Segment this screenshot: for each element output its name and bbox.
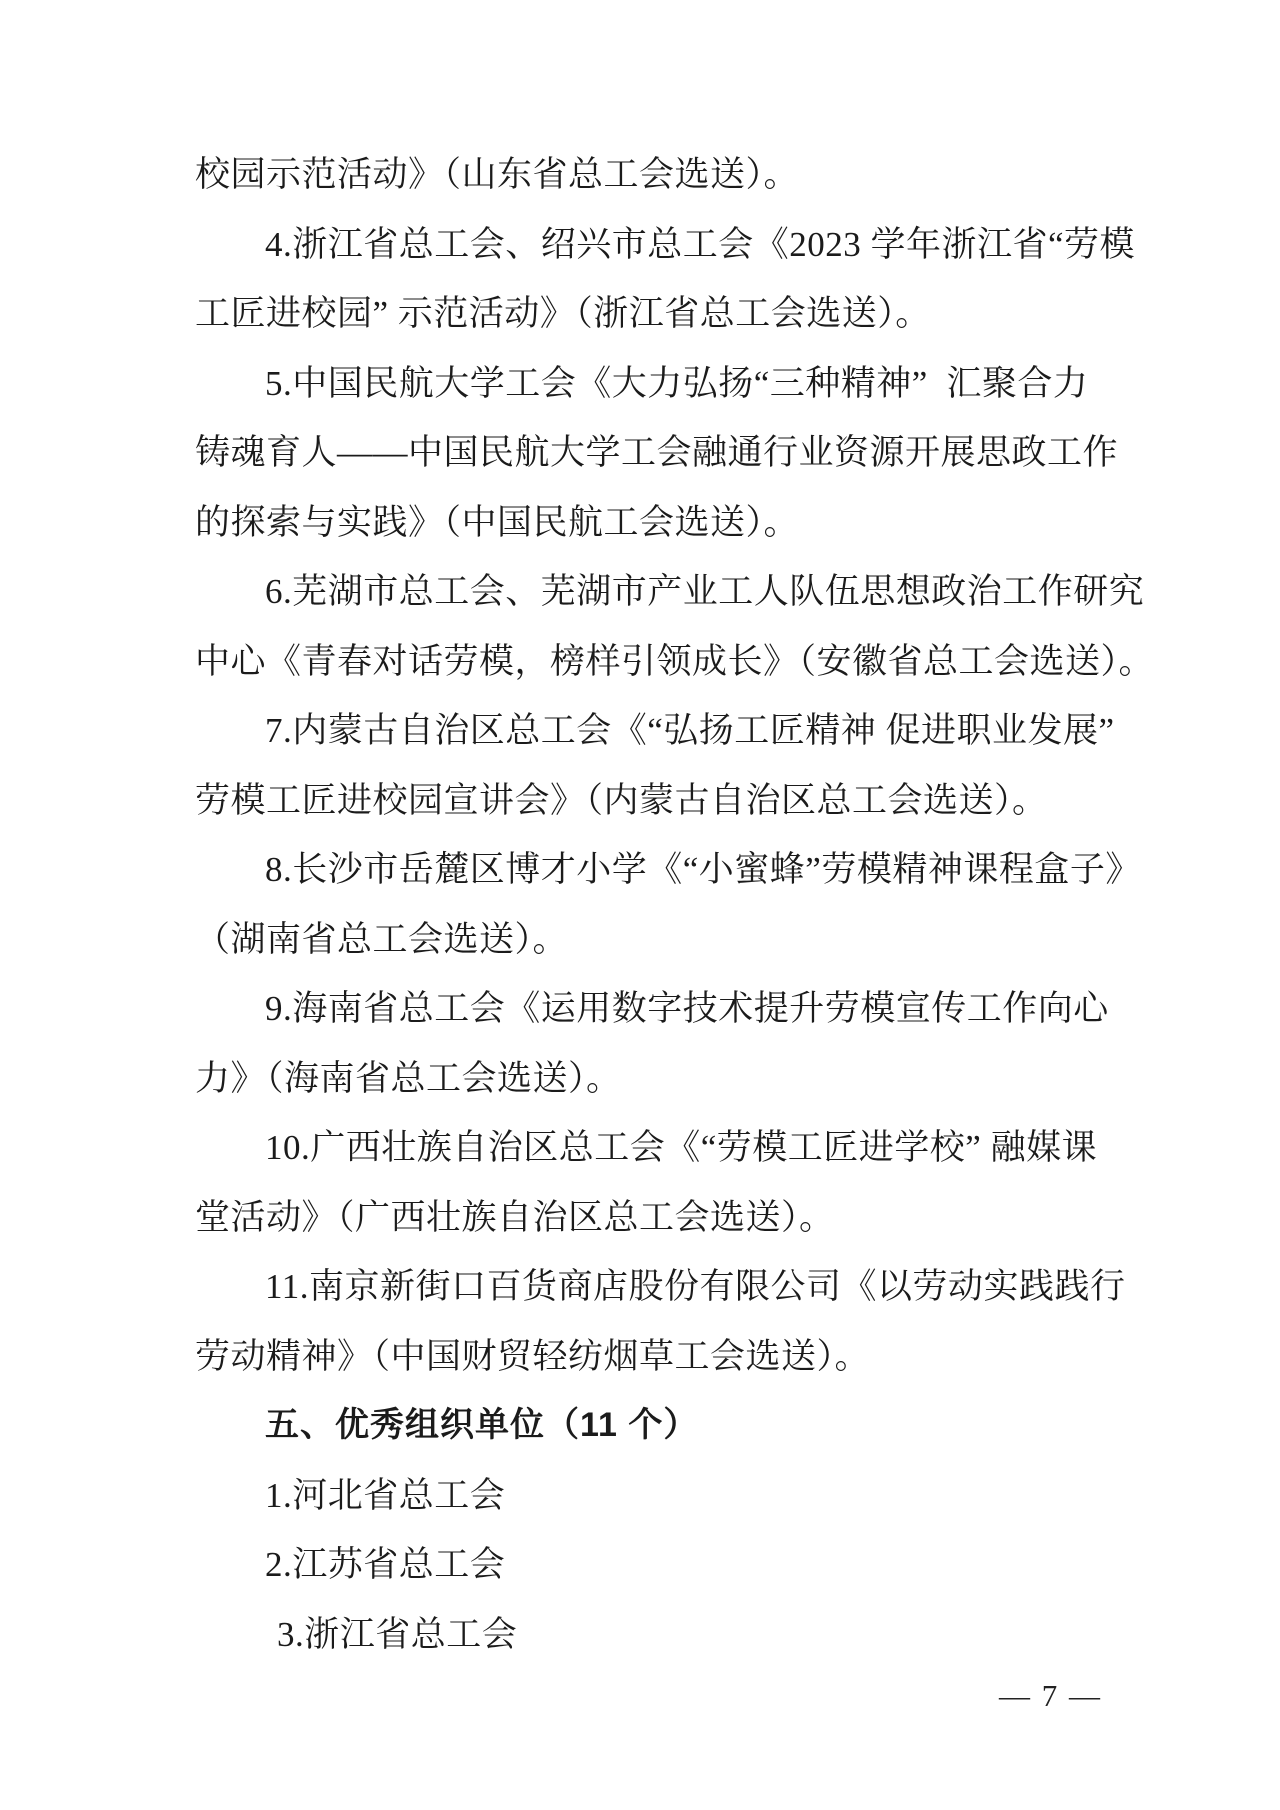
page-number: — 7 — xyxy=(999,1678,1102,1713)
document-line: 11.南京新街口百货商店股份有限公司《以劳动实践践行 xyxy=(265,1267,1126,1306)
document-body xyxy=(195,140,1155,1669)
document-line: 2.江苏省总工会 xyxy=(265,1545,506,1584)
document-line: 堂活动》（广西壮族自治区总工会选送）。 xyxy=(195,1197,835,1237)
document-line: 劳模工匠进校园宣讲会》（内蒙古自治区总工会选送）。 xyxy=(195,780,1048,820)
document-line: 1.河北省总工会 xyxy=(265,1475,506,1515)
document-line: 3.浙江省总工会 xyxy=(277,1614,518,1654)
document-line: 校园示范活动》（山东省总工会选送）。 xyxy=(195,155,800,194)
document-line: 力》（海南省总工会选送）。 xyxy=(195,1058,622,1098)
document-line: 的探索与实践》（中国民航工会选送）。 xyxy=(195,502,800,542)
document-line: 9.海南省总工会《运用数字技术提升劳模宣传工作向心 xyxy=(265,989,1109,1028)
document-line: 工匠进校园” 示范活动》（浙江省总工会选送）。 xyxy=(195,294,931,333)
document-line: 8.长沙市岳麓区博才小学《“小蜜蜂”劳模精神课程盒子》 xyxy=(265,850,1141,889)
document-line: 铸魂育人——中国民航大学工会融通行业资源开展思政工作 xyxy=(195,433,1119,472)
document-line: 7.内蒙古自治区总工会《“弘扬工匠精神 促进职业发展” xyxy=(265,711,1115,750)
document-line: 10.广西壮族自治区总工会《“劳模工匠进学校” 融媒课 xyxy=(265,1128,1098,1167)
document-line: 6.芜湖市总工会、芜湖市产业工人队伍思想政治工作研究 xyxy=(265,572,1145,611)
section-heading: 五、优秀组织单位（11 个） xyxy=(265,1406,699,1444)
document-line: 4.浙江省总工会、绍兴市总工会《2023 学年浙江省“劳模 xyxy=(265,224,1136,264)
document-line: 劳动精神》（中国财贸轻纺烟草工会选送）。 xyxy=(195,1336,871,1376)
document-line: （湖南省总工会选送）。 xyxy=(195,919,569,959)
document-line: 5.中国民航大学工会《大力弘扬“三种精神” 汇聚合力 xyxy=(265,363,1089,403)
document-line: 中心《青春对话劳模，榜样引领成长》（安徽省总工会选送）。 xyxy=(195,641,1155,681)
